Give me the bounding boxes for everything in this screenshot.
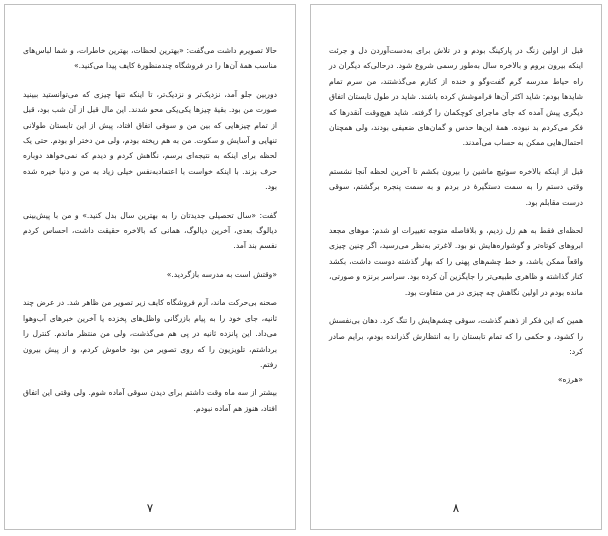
paragraph: گفت: «سال تحصیلی جدیدتان را به بهترین سال بدل کنید.» و من با پیش‌بینی دیالوگ بعدی، آخرین دیالوگ، همانی که بالاخره حقیقت داشت، احساس کردم نفسم بند آمد. bbox=[23, 210, 277, 251]
page-number: ۸ bbox=[452, 501, 460, 515]
right-page bbox=[310, 4, 602, 530]
paragraph: حالا تصویرم داشت می‌گفت: «بهترین لحظات، بهترین خاطرات، و شما لباس‌های مناسب همهٔ آن‌ها را در فروشگاه چندمنظورهٔ کایف پیدا می‌کنید.» bbox=[23, 46, 277, 71]
left-page-text bbox=[23, 43, 277, 429]
paragraph: قبل از اینکه بالاخره سوئیچ ماشین را بیرون بکشم تا آخرین لحظه آنجا نشستم وقتی دستم را به سمت دستگیرهٔ در بردم و به سمت پنجره برگشتم، سوقی درست مقابلم بود. bbox=[329, 166, 583, 207]
paragraph: قبل از اولین زنگ در پارکینگ بودم و در تلاش برای به‌دست‌آوردن دل و جرئت اینکه بیرون بروم و بالاخره سال به‌طور رسمی شروع شود. درحالی‌که دیگران در راه حیاط مدرسه گرم گفت‌وگو و خنده از کنارم می‌گذشتند، من سرم تمام شایدها بودم: شاید اکثر آن‌ها فراموشش کرده باشند. شاید در طول تابستان اتفاق دیگری پیش آمده که جای ماجرای کوچکمان را گرفته. شاید هیچ‌وقت آنقدرها که فکر می‌کردم بد نبوده. همهٔ این‌ها حدس و گمان‌های ضعیفی بودند، ولی همچنان احتمال‌هایی ممکن به حساب می‌آمدند. bbox=[329, 46, 583, 148]
left-page bbox=[4, 4, 296, 530]
paragraph: بیشتر از سه ماه وقت داشتم برای دیدن سوقی آماده شوم. ولی وقتی این اتفاق افتاد، هنوز هم آماده نبودم. bbox=[23, 388, 277, 413]
paragraph: دوربین جلو آمد، نزدیک‌تر و نزدیک‌تر، تا اینکه تنها چیزی که می‌توانستید ببینید صورت من بود. بقیهٔ چیزها یکی‌یکی محو شدند. این مال قبل از آن شب بود، قبل از تمام چیزهایی که بین من و سوقی اتفاق افتاد، پیش از این تابستان طولانی تنهایی و آسایش و سکوت. من به هم ریخته بودم، ولی من دختر او بودم. حتی یک لحظه برای اینکه به نتیجه‌ای برسم، نگاهش کردم و دیدم که نمی‌خواهد دوباره حرف بزند. با اینکه خواست با اعتمادبه‌نفس خیلی زیاد به من و دنیا خیره شده بود. bbox=[23, 89, 277, 192]
paragraph: صحنه بی‌حرکت ماند، آرم فروشگاه کایف زیر تصویر من ظاهر شد. در عرض چند ثانیه، جای خود را به پیام بازرگانی واظل‌های پخزده یا آخرین خبرهای آب‌وهوا می‌داد. این پانزده ثانیه در پی هم می‌گذشت، ولی من منتظر ماندم. کنترل را برداشتم، تلویزیون را که روی تصویر من بود خاموش کردم، و از پیش بیرون رفتم. bbox=[23, 298, 277, 369]
paragraph: لحظه‌ای فقط به هم زل زدیم، و بلافاصله متوجه تغییرات او شدم: موهای مجعد ابروهای کوتاه‌تر و گوشواره‌هایش نو بود. لاغرتر به‌نظر می‌رسید، اگر چنین چیزی واقعاً ممکن باشد، و خط چشم‌های پهنی را که بهار گذشته دوست داشت، بکشد کنار گذاشته و ظاهری طبیعی‌تر را جایگزین آن کرده بود. سراسر برنزه و صورتی، مانده بودم در اولین نگاهش چه چیزی در من متفاوت بود. bbox=[329, 226, 583, 297]
page-number: ۷ bbox=[146, 501, 154, 515]
paragraph: «هرزه» bbox=[557, 375, 583, 385]
paragraph: «وقتش است به مدرسه بازگردید.» bbox=[166, 269, 277, 279]
right-page-text bbox=[329, 43, 583, 401]
paragraph: همین که این فکر از ذهنم گذشت، سوقی چشم‌هایش را تنگ کرد. دهان بی‌نفسش را کشود، و حکمی را که تمام تابستان را به انتظارش گذرانده بودم، برایم صادر کرد: bbox=[329, 316, 583, 356]
